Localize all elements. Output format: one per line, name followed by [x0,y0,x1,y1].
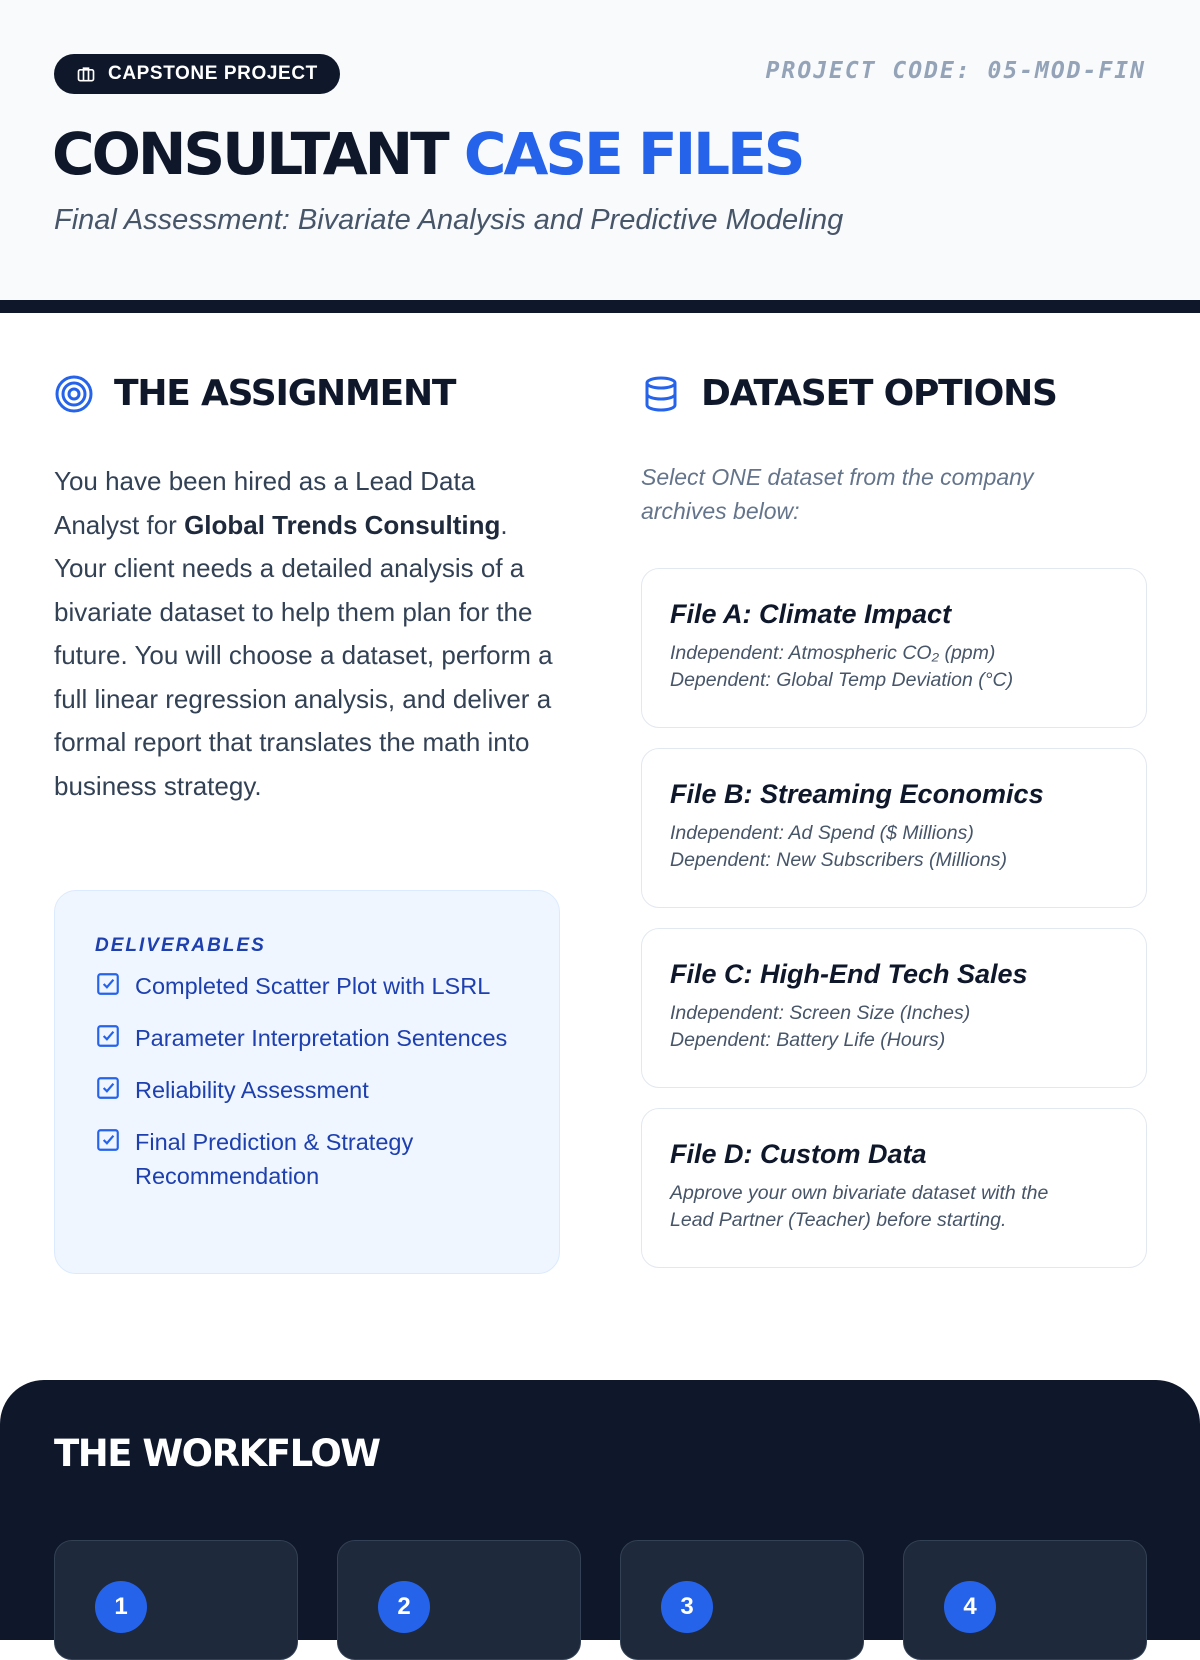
step-number: 1 [95,1581,147,1633]
deliverable-label: Completed Scatter Plot with LSRL [135,973,491,999]
workflow-step [620,1540,864,1660]
deliverable-item [95,969,519,1003]
step-number: 3 [661,1581,713,1633]
file-dependent: Dependent: Battery Life (Hours) [670,1029,946,1051]
step-number: 2 [378,1581,430,1633]
file-card-a[interactable] [641,568,1147,728]
dataset-title: DATASET OPTIONS [701,373,1057,414]
checkbox-icon [95,1127,121,1153]
target-icon [54,374,94,414]
page-title [52,118,803,190]
title-main: CONSULTANT [52,120,447,188]
file-dependent: Dependent: Global Temp Deviation (°C) [670,669,1014,691]
assignment-text [54,460,564,808]
deliverables-title: DELIVERABLES [95,935,266,956]
file-description-line: Lead Partner (Teacher) before starting. [670,1209,1007,1231]
page-header [0,0,1200,300]
step-number: 4 [944,1581,996,1633]
dataset-intro: Select ONE dataset from the company archives below: [641,464,1034,524]
file-card-b[interactable] [641,748,1147,908]
deliverables-box [54,890,560,1274]
assignment-title: THE ASSIGNMENT [114,373,456,414]
file-card-c[interactable] [641,928,1147,1088]
header-divider [0,300,1200,313]
assignment-text-after: . Your client needs a detailed analysis of a bivariate dataset to help them plan for the future. You will choose a dataset, perform a full linear regression analysis, and deliver a formal report that translates the math into business strategy. [54,509,553,801]
checkbox-icon [95,1023,121,1049]
file-title: File B: Streaming Economics [670,779,1044,809]
file-independent: Independent: Ad Spend ($ Millions) [670,822,974,844]
company-name: Global Trends Consulting [184,509,501,540]
title-accent: CASE FILES [463,120,803,188]
file-title: File A: Climate Impact [670,599,952,629]
file-title: File C: High-End Tech Sales [670,959,1028,989]
deliverable-item [95,1073,519,1107]
deliverable-label: Parameter Interpretation Sentences [135,1025,508,1051]
assignment-text-before: You have been hired as a Lead Data Analyst for [54,466,476,540]
dataset-heading [641,373,1057,414]
deliverable-label: Final Prediction & Strategy Recommendation [135,1129,414,1189]
workflow-step [903,1540,1147,1660]
database-icon [641,374,681,414]
workflow-title: THE WORKFLOW [54,1432,380,1475]
deliverable-label: Reliability Assessment [135,1077,369,1103]
file-dependent: Dependent: New Subscribers (Millions) [670,849,1008,871]
workflow-section [0,1380,1200,1640]
capstone-badge [54,54,340,94]
file-description-line: Approve your own bivariate dataset with the [670,1182,1049,1204]
workflow-step [54,1540,298,1660]
file-independent: Independent: Screen Size (Inches) [670,1002,971,1024]
checkbox-icon [95,1075,121,1101]
deliverable-item [95,1125,519,1193]
briefcase-icon [76,64,96,84]
file-title: File D: Custom Data [670,1139,927,1169]
file-independent: Independent: Atmospheric CO₂ (ppm) [670,642,996,664]
deliverable-item [95,1021,519,1055]
badge-label: CAPSTONE PROJECT [108,63,318,84]
page-subtitle: Final Assessment: Bivariate Analysis and Predictive Modeling [54,204,844,236]
project-code: PROJECT CODE: 05-MOD-FIN [765,58,1146,84]
assignment-heading [54,373,455,414]
workflow-step [337,1540,581,1660]
file-card-d[interactable] [641,1108,1147,1268]
checkbox-icon [95,971,121,997]
